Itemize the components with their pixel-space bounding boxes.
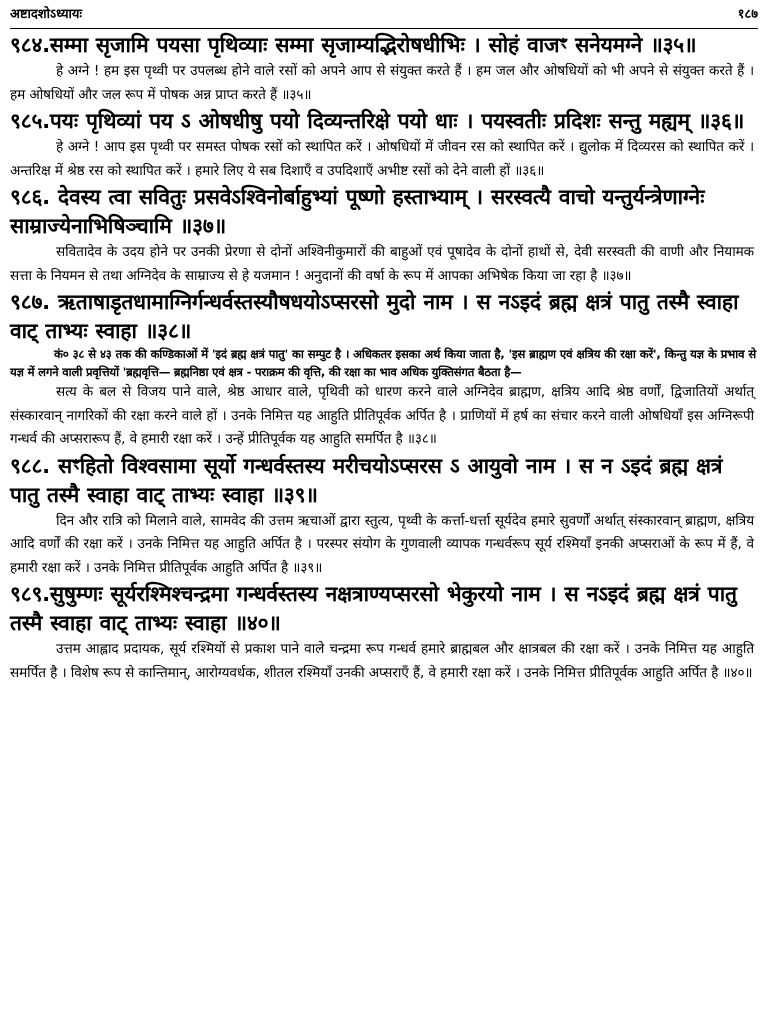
mantra-text: ९८९.सुषुम्णः सूर्यरश्मिश्चन्द्रमा गन्धर्वस्तस्य नक्षत्राण्यप्सरसो भेकुरयो नाम । स नऽइदं ब्रह्म क्षत्रं पातु तस्मै स्वाहा वाट् ताभ्यः स्वाहा ॥४०॥: [10, 582, 737, 635]
commentary-note: कं० ३८ से ४३ तक की कण्डिकाओं में 'इदं ब्रह्म क्षत्रं पातु' का सम्पुट है । अधिकतर इसका अर्थ किया जाता है, 'इस ब्राह्मण एवं क्षत्रिय की रक्षा करें', किन्तु यज्ञ के प्रभाव से यज्ञ में लगने वाली प्रवृत्तियों 'ब्रह्मवृत्ति— ब्रह्मनिष्ठा एवं क्षत्र - पराक्रम की वृत्ति, की रक्षा का भाव अधिक युक्तिसंगत बैठता है—: [10, 347, 756, 379]
passage-986: [10, 183, 758, 288]
mantra-text: ९८८. सꣳहितो विश्वसामा सूर्यो गन्धर्वस्तस्य मरीचयोऽप्सरस ऽ आयुवो नाम । स न ऽइदं ब्रह्म क्षत्रं पातु तस्मै स्वाहा वाट् ताभ्यः स्वाहा ॥३९॥: [10, 453, 723, 507]
mantra-meaning: हे अग्ने ! हम इस पृथ्वी पर उपलब्ध होने वाले रसों को अपने आप से संयुक्त करते हैं । हम जल और ओषधियों को भी अपने से संयुक्त करते हैं । हम ओषधियों और जल रूप में पोषक अन्न प्राप्त करते हैं ॥३५॥: [10, 63, 754, 103]
passage-987: [10, 288, 758, 452]
mantra-text: ९८५.पयः पृथिव्यां पय ऽ ओषधीषु पयो दिव्यन्तरिक्षे पयो धाः । पयस्वतीः प्रदिशः सन्तु मह्यम् ॥३६॥: [10, 109, 745, 133]
passage-985: [10, 107, 758, 183]
chapter-title: अष्टादशोऽध्यायः: [10, 7, 83, 22]
mantra-meaning: हे अग्ने ! आप इस पृथ्वी पर समस्त पोषक रसों को स्थापित करें । ओषधियों में जीवन रस को स्थापित करें । द्युलोक में दिव्यरस को स्थापित करें । अन्तरिक्ष में श्रेष्ठ रस को स्थापित करें । हमारे लिए ये सब दिशाएँ व उपदिशाएँ अभीष्ट रसों को देने वाली हों ॥३६॥: [10, 139, 754, 179]
mantra-meaning: सवितादेव के उदय होने पर उनकी प्रेरणा से दोनों अश्विनीकुमारों की बाहुओं एवं पूषादेव के दोनों हाथों से, देवी सरस्वती की वाणी और नियामक सत्ता के नियमन से तथा अग्निदेव के साम्राज्य से हे यजमान ! अनुदानों की वर्षा के रूप में आपका अभिषेक किया जा रहा है ॥३७॥: [10, 244, 754, 284]
running-header: [10, 6, 758, 28]
mantra-meaning: दिन और रात्रि को मिलाने वाले, सामवेद की उत्तम ऋचाओं द्वारा स्तुत्य, पृथ्वी के कर्त्ता-धर्त्ता सूर्यदेव हमारे सुवर्णों अर्थात् संस्कारवान् ब्राह्मण, क्षत्रिय आदि वर्णों की रक्षा करें । उनके निमित्त यह आहुति अर्पित है । परस्पर संयोग के गुणवाली व्यापक गन्धर्वरूप सूर्य रश्मियाँ इनकी अप्सराओं के रूप में हैं, वे हमारी रक्षा करें । उनके निमित्त प्रीतिपूर्वक आहुति अर्पित है ॥३९॥: [10, 512, 754, 576]
passage-984: [10, 31, 758, 107]
header-rule: [10, 28, 758, 29]
mantra-text: ९८७. ऋताषाडृतधामाग्निर्गन्धर्वस्तस्यौषधयोऽप्सरसो मुदो नाम । स नऽइदं ब्रह्म क्षत्रं पातु तस्मै स्वाहा वाट् ताभ्यः स्वाहा ॥३८॥: [10, 290, 739, 343]
page-number: १८७: [737, 7, 758, 22]
passage-988: [10, 452, 758, 581]
mantra-meaning: उत्तम आह्लाद प्रदायक, सूर्य रश्मियों से प्रकाश पाने वाले चन्द्रमा रूप गन्धर्व हमारे ब्राह्मबल और क्षात्रबल की रक्षा करें । उनके निमित्त यह आहुति समर्पित है । विशेष रूप से कान्तिमान्, आरोग्यवर्धक, शीतल रश्मियाँ उनकी अप्सराएँ हैं, वे हमारी रक्षा करें । उनके निमित्त प्रीतिपूर्वक आहुति अर्पित है ॥४०॥: [10, 641, 754, 681]
mantra-text: ९८४.सम्मा सृजामि पयसा पृथिव्याः सम्मा सृजाम्यद्भिरोषधीभिः । सोहं वाजꣳ सनेयमग्ने ॥३५॥: [10, 33, 697, 57]
mantra-text: ९८६. देवस्य त्वा सवितुः प्रसवेऽश्विनोर्बाहुभ्यां पूष्णो हस्ताभ्याम् । सरस्वत्यै वाचो यन्तुर्यन्त्रेणाग्नेः साम्राज्येनाभिषिञ्चामि ॥३७॥: [10, 185, 705, 238]
mantra-meaning: सत्य के बल से विजय पाने वाले, श्रेष्ठ आधार वाले, पृथिवी को धारण करने वाले अग्निदेव ब्राह्मण, क्षत्रिय आदि श्रेष्ठ वर्णों, द्विजातियों अर्थात् संस्कारवान् नागरिकों की रक्षा करने वाले हों । उनके निमित्त यह आहुति प्रीतिपूर्वक अर्पित है । प्राणियों में हर्ष का संचार करने वाली ओषधियाँ इस अग्निरूपी गन्धर्व की अप्सरारूप हैं, वे हमारी रक्षा करें । उन्हें प्रीतिपूर्वक यह आहुति समर्पित है ॥३८॥: [10, 384, 754, 447]
passage-989: [10, 580, 758, 685]
